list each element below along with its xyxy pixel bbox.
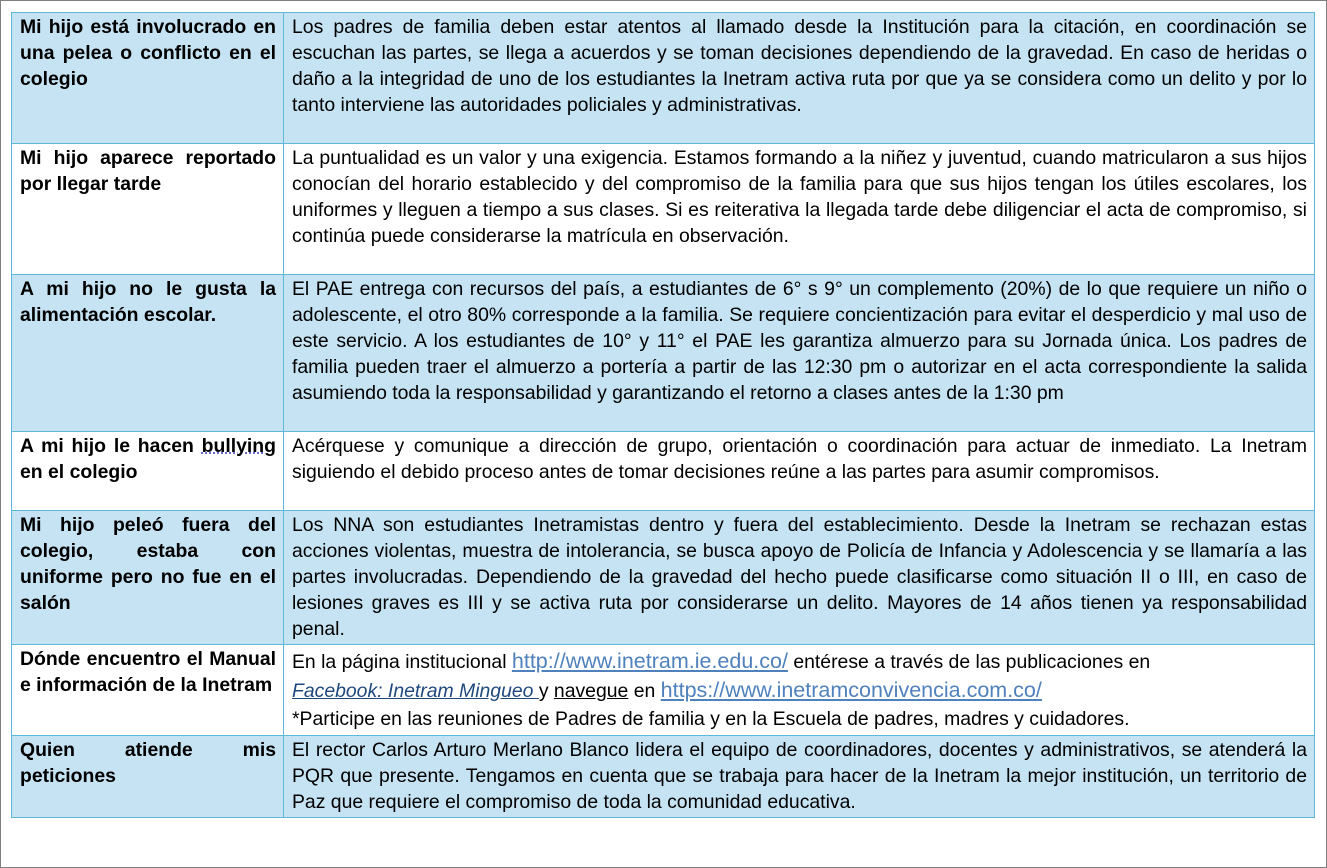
faq-row-manual bbox=[12, 645, 1315, 736]
question-cell bbox=[12, 432, 284, 511]
question-cell: Mi hijo peleó fuera del colegio, estaba con uniforme pero no fue en el salón bbox=[12, 511, 284, 645]
facebook-link[interactable]: Facebook: Inetram Mingueo bbox=[292, 680, 539, 702]
faq-row-peticiones bbox=[12, 736, 1315, 818]
question-cell: Mi hijo está involucrado en una pelea o conflicto en el colegio bbox=[12, 13, 284, 144]
question-text: en el colegio bbox=[20, 461, 138, 483]
faq-row-tarde bbox=[12, 144, 1315, 275]
answer-cell: La puntualidad es un valor y una exigencia. Estamos formando a la niñez y juventud, cuando matricularon a sus hijos conocían del horario establecido y del compromiso de la familia para que sus hijos tengan los útiles escolares, los uniformes y lleguen a tiempo a sus clases. Si es reiterativa la llegada tarde debe diligenciar el acta de compromiso, si continúa puede considerarse la matrícula en observación. bbox=[284, 144, 1315, 275]
question-text: A mi hijo le hacen bbox=[20, 435, 202, 457]
faq-row-pelea-fuera bbox=[12, 511, 1315, 645]
faq-row-bullying bbox=[12, 432, 1315, 511]
faq-row-alimentacion bbox=[12, 275, 1315, 432]
faq-row-pelea bbox=[12, 13, 1315, 144]
question-cell: Quien atiende mis peticiones bbox=[12, 736, 284, 818]
convivencia-website-link[interactable]: https://www.inetramconvivencia.com.co/ bbox=[660, 678, 1042, 702]
answer-text: entérese a través de las publicaciones en bbox=[787, 651, 1151, 673]
answer-cell: Acérquese y comunique a dirección de grupo, orientación o coordinación para actuar de inmediato. La Inetram siguiendo el debido proceso antes de tomar decisiones reúne a las partes para asumir compromisos. bbox=[284, 432, 1315, 511]
question-cell: Mi hijo aparece reportado por llegar tarde bbox=[12, 144, 284, 275]
answer-cell: El PAE entrega con recursos del país, a estudiantes de 6° s 9° un complemento (20%) de lo que requiere un niño o adolescente, el otro 80% corresponde a la familia. Se requiere concientización para evitar el desperdicio y mal uso de este servicio. A los estudiantes de 10° y 11° el PAE les garantiza almuerzo para su Jornada única. Los padres de familia pueden traer el almuerzo a portería a partir de las 12:30 pm o autorizar en el acta correspondiente la salida asumiendo toda la responsabilidad y garantizando el retorno a clases antes de la 1:30 pm bbox=[284, 275, 1315, 432]
answer-cell bbox=[284, 645, 1315, 736]
institutional-website-link[interactable]: http://www.inetram.ie.edu.co/ bbox=[511, 649, 788, 673]
question-cell: Dónde encuentro el Manual e información de la Inetram bbox=[12, 645, 284, 736]
answer-text: En la página institucional bbox=[292, 651, 512, 673]
participation-note: *Participe en las reuniones de Padres de familia y en la Escuela de padres, madres y cuidadores. bbox=[292, 708, 1130, 730]
answer-cell: Los NNA son estudiantes Inetramistas dentro y fuera del establecimiento. Desde la Inetram se rechazan estas acciones violentas, muestra de intolerancia, se busca apoyo de Policía de Infancia y Adolescencia y se llamaría a las partes involucradas. Dependiendo de la gravedad del hecho puede clasificarse como situación II o III, en caso de lesiones graves es III y se activa ruta por considerarse un delito. Mayores de 14 años tienen ya responsabilidad penal. bbox=[284, 511, 1315, 645]
faq-table bbox=[11, 12, 1315, 818]
navegue-text: navegue bbox=[553, 680, 629, 702]
answer-cell: Los padres de familia deben estar atentos al llamado desde la Institución para la citación, en coordinación se escuchan las partes, se llega a acuerdos y se toman decisiones dependiendo de la gravedad. En caso de heridas o daño a la integridad de uno de los estudiantes la Inetram activa ruta por que ya se considera como un delito y por lo tanto interviene las autoridades policiales y administrativas. bbox=[284, 13, 1315, 144]
answer-text: y bbox=[538, 680, 554, 702]
answer-cell: El rector Carlos Arturo Merlano Blanco lidera el equipo de coordinadores, docentes y administrativos, se atenderá la PQR que presente. Tengamos en cuenta que se trabaja para hacer de la Inetram la mejor institución, un territorio de Paz que requiere el compromiso de toda la comunidad educativa. bbox=[284, 736, 1315, 818]
question-cell: A mi hijo no le gusta la alimentación escolar. bbox=[12, 275, 284, 432]
spellcheck-word: bullying bbox=[201, 435, 276, 457]
answer-text: en bbox=[628, 680, 661, 702]
